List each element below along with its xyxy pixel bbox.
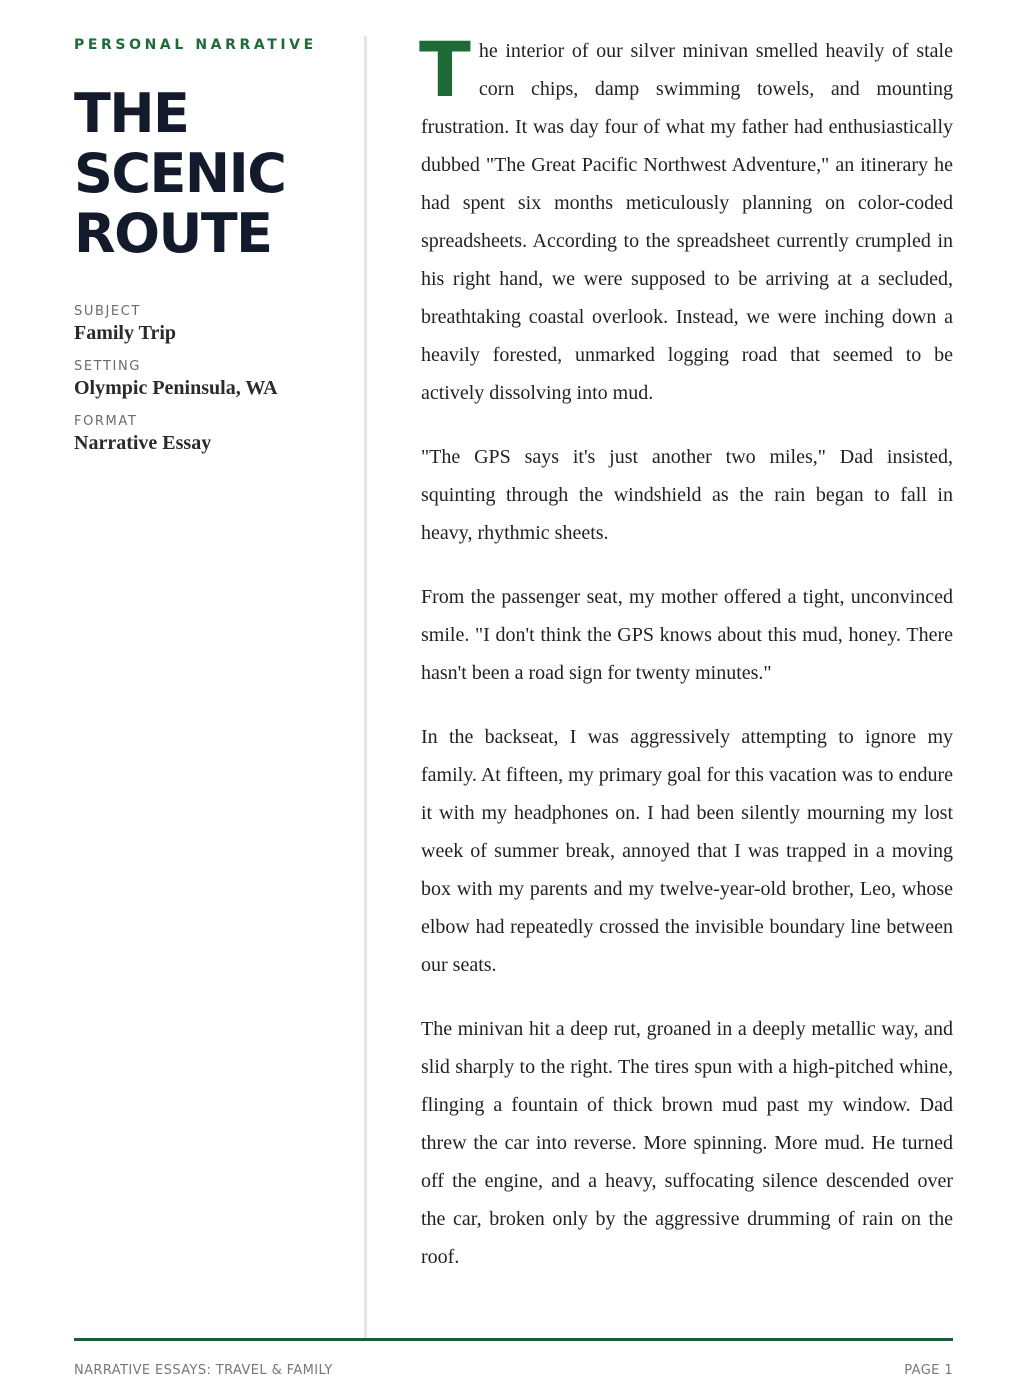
footer-series-title: NARRATIVE ESSAYS: TRAVEL & FAMILY [74,1363,333,1378]
title-line: SCENIC [74,142,286,205]
meta-subject [74,304,344,345]
paragraph: "The GPS says it's just another two miles," Dad insisted, squinting through the windshield as the rain began to fall in heavy, rhythmic sheets. [421,446,953,544]
drop-cap: T [419,25,471,114]
meta-value: Olympic Peninsula, WA [74,377,278,399]
section-kicker: PERSONAL NARRATIVE [74,37,317,53]
page-number: PAGE 1 [904,1363,953,1378]
essay-meta [74,304,344,455]
paragraph: In the backseat, I was aggressively attempting to ignore my family. At fifteen, my primary goal for this vacation was to endure it with my headphones on. I had been silently mourning my lost week of summer break, annoyed that I was trapped in a moving box with my parents and my twelve-year-old brother, Leo, whose elbow had repeatedly crossed the invisible boundary line between our seats. [421,726,953,976]
title-line: ROUTE [74,202,272,265]
meta-format [74,414,344,455]
essay-body [419,25,953,1302]
footer-rule [74,1338,953,1341]
paragraph: The minivan hit a deep rut, groaned in a deeply metallic way, and slid sharply to the right. The tires spun with a high-pitched whine, flinging a fountain of thick brown mud past my window. Dad threw the car into reverse. More spinning. More mud. He turned off the engine, and a heavy, suffocating silence descended over the car, broken only by the aggressive drumming of rain on the roof. [421,1018,953,1268]
paragraph: From the passenger seat, my mother offered a tight, unconvinced smile. "I don't think the GPS knows about this mud, honey. There hasn't been a road sign for twenty minutes." [421,586,953,684]
column-divider [364,36,367,1338]
paragraph [419,25,953,412]
paragraph-text: he interior of our silver minivan smelled heavily of stale corn chips, damp swimming towels, and mounting frustration. It was day four of what my father had enthusiastically dubbed "The Great Pacific Northwest Adventure," an itinerary he had spent six months meticulously planning on color-coded spreadsheets. According to the spreadsheet currently crumpled in his right hand, we were supposed to be arriving at a secluded, breathtaking coastal overlook. Instead, we were inching down a heavily forested, unmarked logging road that seemed to be actively dissolving into mud. [421,40,953,404]
sidebar [74,36,344,469]
meta-label: SUBJECT [74,304,141,319]
meta-value: Family Trip [74,322,177,344]
meta-setting [74,359,344,400]
meta-label: SETTING [74,359,141,374]
essay-title [74,84,344,264]
meta-value: Narrative Essay [74,432,212,454]
title-line: THE [74,82,189,145]
meta-label: FORMAT [74,414,138,429]
